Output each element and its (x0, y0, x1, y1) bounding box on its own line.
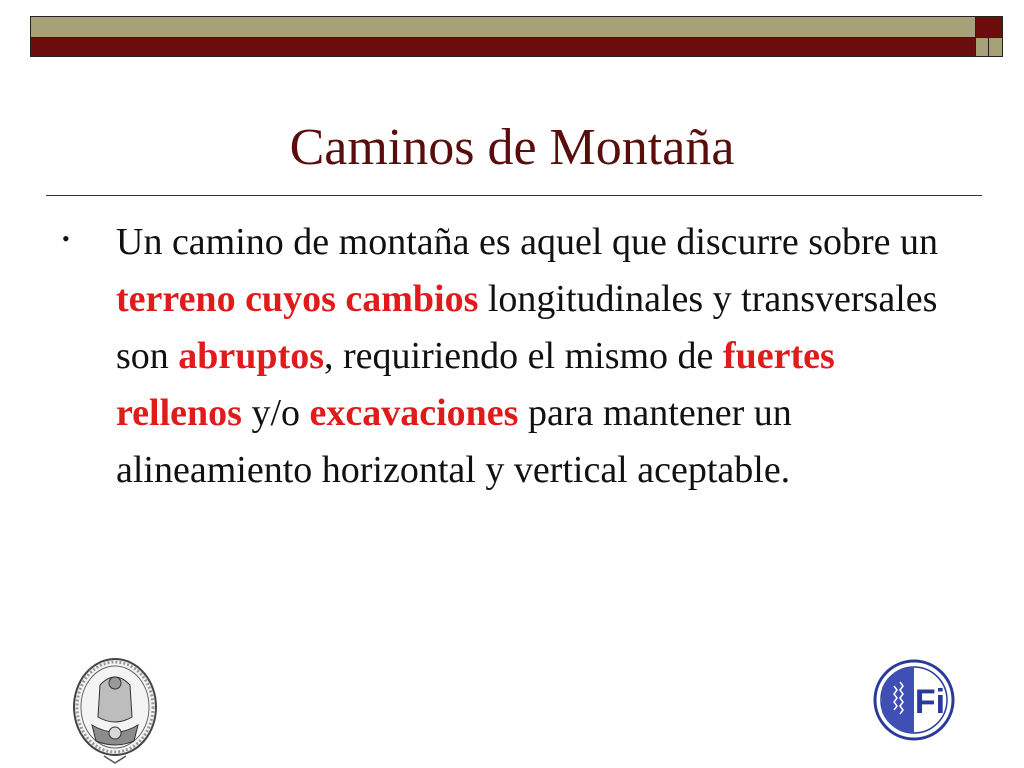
header-square-bottom (976, 38, 1003, 57)
highlight-excavaciones: excavaciones (309, 392, 519, 434)
body-text-5: para mantener un alineamiento horizontal y vertical aceptable. (116, 392, 792, 491)
body-text-2: longitudinales y transversales son (116, 278, 938, 377)
highlight-abruptos: abruptos (178, 335, 325, 377)
highlight-rellenos: fuertes rellenos (116, 335, 835, 434)
bullet-text (116, 214, 956, 499)
header-bar-top (30, 16, 976, 38)
bullet-marker: • (62, 226, 70, 251)
body-text-4: y/o (241, 392, 310, 434)
fi-logo-icon (872, 658, 956, 742)
title-divider (46, 195, 982, 196)
highlight-terreno: terreno cuyos cambios (116, 278, 479, 320)
header-square-top (976, 16, 1003, 38)
header-bar-bottom (30, 38, 976, 57)
fi-logo-text: Fi (914, 683, 946, 721)
university-seal-icon (70, 655, 160, 765)
header-square-divider (988, 38, 989, 57)
body-text-3: , requiriendo el mismo de (324, 335, 723, 377)
body-text-1: Un camino de montaña es aquel que discurre sobre un (116, 221, 939, 263)
slide-title: Caminos de Montaña (289, 119, 735, 176)
